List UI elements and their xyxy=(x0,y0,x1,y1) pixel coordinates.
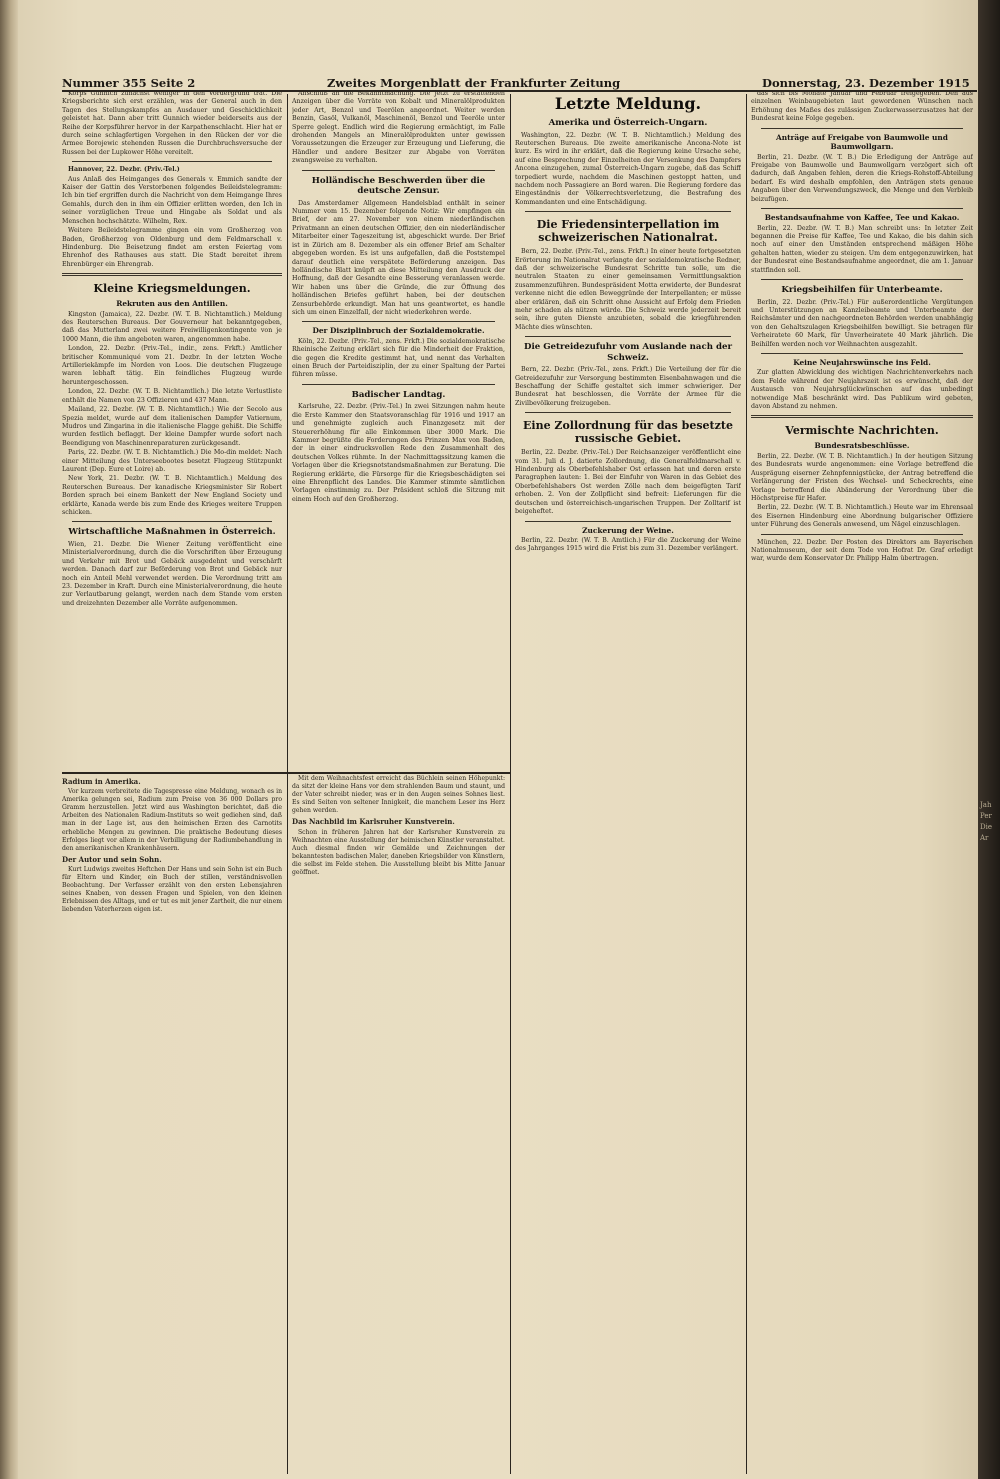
feuilleton-text: Mit dem Weihnachtsfest erreicht das Büchlein seinen Höhepunkt: da sitzt der kleine Hans vor dem strahlenden Baum und staunt, und der Vater schreibt nieder, was er in den Augen seines Sohnes liest. Es sind Seiten von seltener Innigkeit, die manchem Leser ins Herz gehen werden. xyxy=(292,775,505,815)
article-text: Aus Anlaß des Heimganges des Generals v. Emmich sandte der Kaiser der Gattin des Verstorbenen folgendes Beileidstelegramm: Ich bin tief ergriffen durch die Nachricht von dem Heimgange Ihres Gemahls, durch den in ihm ein Offizier erlitten worden, den Ich in seiner vorzüglichen Treue und Hingabe als Soldat und als Menschen hochschätzte. Wilhelm, Rex. xyxy=(62,175,282,225)
article-text: Karlsruhe, 22. Dezbr. (Priv.-Tel.) In zwei Sitzungen nahm heute die Erste Kammer den Staatsvoranschlag für 1916 und 1917 an und genehmigte zugleich auch Finanzgesetz mit der Steuererhöhung für alle Einkommen über 3000 Mark. Die Kammer begrüßte die Forderungen des Prinzen Max von Baden, der in einer eindrucksvollen Rede den Zusammenhalt des deutschen Volkes rühmte. In der Nachmittagssitzung kamen die Vorlagen über die Kriegsnotstandsmaßnahmen zur Beratung. Die Regierung erklärte, die Fürsorge für die Kriegsbeschädigten sei eine Ehrenpflicht des Landes. Die Kammer stimmte sämtlichen Vorlagen einstimmig zu. Der Präsident schloß die Sitzung mit einem Hoch auf den Großherzog. xyxy=(292,403,505,503)
feuilleton-text: Vor kurzem verbreitete die Tagespresse eine Meldung, wonach es in Amerika gelungen sei, Radium zum Preise von 36 000 Dollars pro Gramm herzustellen. Jetzt wird aus Washington berichtet, daß die Arbeiten des Nationalen Radium-Instituts so weit gediehen sind, daß man in der Lage ist, aus den heimischen Erzen des Carnotits erhebliche Mengen zu gewinnen. Die praktische Bedeutung dieses Erfolges liegt vor allem in der Verbilligung der Radiumbehandlung in den amerikanischen Krankenhäusern. xyxy=(62,788,282,852)
article-text: Berlin, 22. Dezbr. (Priv.-Tel.) Für außerordentliche Vergütungen und Unterstützungen an Kanzleibeamte und Unterbeamte der Reichsämter und den nachgeordneten Behörden werden unabhängig von den Gehaltszulagen Kriegsbeihilfen bewilligt. Sie betragen für Verheiratete 60 Mark, für Unverheiratete 40 Mark jährlich. Die Beihilfen werden noch vor Weihnachten ausgezahlt. xyxy=(751,298,973,348)
newspaper-title: Zweites Morgenblatt der Frankfurter Zeitung xyxy=(327,76,621,90)
column-4 xyxy=(751,90,973,1475)
feuilleton-rule xyxy=(62,772,510,774)
subheading: Keine Neujahrswünsche ins Feld. xyxy=(793,357,931,367)
subheading: Zuckerung der Weine. xyxy=(582,525,674,535)
article-text: Anschluß an die Bekanntmachung. Die jetzt zu erstattenden Anzeigen über die Vorräte von Kobalt und Mineralölprodukten jeder Art, Benzol und Teerölen angeordnet. Weiter werden Benzin, Gasöl, Vulkanöl, Maschinenöl, Benzol und Teeröle unter Sperre gelegt. Endlich wird die Regierung ermächtigt, im Falle drohenden Mangels an Mineralölprodukten unter gewissen Voraussetzungen die Erzeuger zur Erzeugung und Lieferung, die Händler und andere Besitzer zur Abgabe von Vorräten zwangsweise zu verhalten. xyxy=(292,90,505,165)
article-text: Kingston (Jamaica), 22. Dezbr. (W. T. B. Nichtamtlich.) Meldung des Reuterschen Bureaus. Der Gouverneur hat bekanntgegeben, daß das Mutterland zwei weitere Freiwilligenkontingente von je 1000 Mann, die ihm angeboten waren, angenommen habe. xyxy=(62,310,282,343)
feuilleton-heading: Der Autor und sein Sohn. xyxy=(62,854,162,864)
feuilleton-column-2 xyxy=(292,775,505,1475)
article-text: London, 22. Dezbr. (Priv.-Tel., indir., zens. Frkft.) Amtlicher britischer Kommuniqué vom 21. Dezbr. In der letzten Woche Artilleriekämpfe im Norden von Loos. Die deutschen Flugzeuge waren lebhaft tätig. Ein feindliches Flugzeug wurde heruntergeschossen. xyxy=(62,345,282,386)
subheading: Kriegsbeihilfen für Unterbeamte. xyxy=(781,285,943,295)
column-1 xyxy=(62,90,282,770)
article-text: Das Amsterdamer Allgemeen Handelsblad enthält in seiner Nummer vom 15. Dezember folgende Notiz: Wir empfingen ein Brief, der am 27. November von einem niederländischen Privatmann an einen deutschen Offizier, den ein niederländischer Mitarbeiter einer Tageszeitung ist, abgeschickt wurde. Der Brief ist in Zürich am 8. Dezember als ein offener Brief am Schalter abgegeben worden. Es ist uns aufgefallen, daß die Poststempel darauf deutlich eine verspätete Beförderung anzeigen. Das holländische Blatt knüpft an diese Mitteilung den Ausdruck der Hoffnung, daß der Gesandte eine Besserung veranlassen werde. Wir haben uns über die Gründe, die zur Öffnung des holländischen Briefes geführt haben, bei der deutschen Zensurbehörde erkundigt. Man hat uns geantwortet, es handle sich um einen Einzelfall, der nicht wiederkehren werde. xyxy=(292,199,505,316)
article-text: Berlin, 22. Dezbr. (Priv.-Tel.) Der Reichsanzeiger veröffentlicht eine vom 31. Juli d. J. datierte Zollordnung, die Generalfeldmarschall v. Hindenburg als Oberbefehlshaber Ost erlassen hat und deren erste Paragraphen lauten: 1. Bei der Einfuhr von Waren in das Gebiet des Oberbefehlshabers Ost werden Zölle nach dem beigefügten Tarif erhoben. 2. Von der Zollpflicht sind befreit: Lieferungen für die deutschen und österreichisch-ungarischen Truppen. Der Zolltarif ist beigeheftet. xyxy=(515,449,741,516)
column-2 xyxy=(292,90,505,770)
section-heading: Die Friedensinterpellation im schweizerischen Nationalrat. xyxy=(536,218,720,245)
subheading: Wirtschaftliche Maßnahmen in Österreich. xyxy=(68,527,276,538)
article-text: Paris, 22. Dezbr. (W. T. B. Nichtamtlich.) Die Mo-din meldet: Nach einer Mitteilung des Unterseebootes besetzt Flugzeug Stützpunkt Laurent (Dep. Eure et Loire) ab. xyxy=(62,449,282,473)
dateline: Hannover, 22. Dezbr. (Priv.-Tel.) xyxy=(68,166,180,174)
article-text: Berlin, 21. Dezbr. (W. T. B.) Die Erledigung der Anträge auf Freigabe von Baumwolle und Baumwollgarn verzögert sich oft dadurch, daß Angaben fehlen, deren die Kriegs-Rohstoff-Abteilung bedarf. Es wird deshalb empfohlen, den Anträgen stets genaue Angaben über den Verwendungszweck, die Menge und den Verbleib beizufügen. xyxy=(751,153,973,203)
column-3 xyxy=(515,90,741,1475)
subheading: Rekruten aus den Antillen. xyxy=(116,299,228,309)
feuilleton-text: Schon in früheren Jahren hat der Karlsruher Kunstverein zu Weihnachten eine Ausstellung der heimischen Künstler veranstaltet. Auch diesmal finden wir Gemälde und Zeichnungen der bekanntesten badischen Maler, daneben Kriegsbilder von Künstlern, die selbst im Felde stehen. Die Ausstellung bleibt bis Mitte Januar geöffnet. xyxy=(292,828,505,877)
subheading: Bestandsaufnahme von Kaffee, Tee und Kakao. xyxy=(764,213,960,223)
article-text: Weitere Beileidstelegramme gingen ein vom Großherzog von Baden, Großherzog von Oldenburg und dem Feldmarschall v. Hindenburg. Die Beisetzung findet am ersten Feiertag vom Ehrenhof des Rathauses aus statt. Die Stadt bereitet ihrem Ehrenbürger ein Ehrengrab. xyxy=(62,227,282,268)
section-heading: Vermischte Nachrichten. xyxy=(785,424,939,438)
article-text: Wien, 21. Dezbr. Die Wiener Zeitung veröffentlicht eine Ministerialverordnung, durch die die Vorschriften über Erzeugung und Verkehr mit Brot und Gebäck ausgedehnt und verschärft werden. Danach darf zur Beförderung von Brot und Gebäck nur noch ein Anteil Mehl verwendet werden. Die Verordnung tritt am 23. Dezember in Kraft. Durch eine Ministerialverordnung, die heute zur Verlautbarung gelangt, werden nach dem Stande vom ersten und dreizehnten Dezember alle Vorräte aufgenommen. xyxy=(62,540,282,607)
article-text: Zur glatten Abwicklung des wichtigen Nachrichtenverkehrs nach dem Felde während der Neujahrszeit ist es erwünscht, daß der Austausch von Neujahrsglückwünschen auf das unbedingt notwendige Maß beschränkt wird. Das Publikum wird gebeten, davon Abstand zu nehmen. xyxy=(751,369,973,411)
subheading: Bundesratsbeschlüsse. xyxy=(814,441,910,451)
page-number: Nummer 355 Seite 2 xyxy=(62,76,196,90)
feuilleton-heading: Das Nachbild im Karlsruher Kunstverein. xyxy=(292,817,455,827)
feuilleton-text: Kurt Ludwigs zweites Heftchen Der Hans und sein Sohn ist ein Buch für Eltern und Kinder, ein Buch der stillen, verständnisvollen Beobachtung. Der Verfasser erzählt von den ersten Lebensjahren seines Knaben, von dessen Fragen und Spielen, von den kleinen Erlebnissen des Alltags, und er tut es mit jener Zartheit, die nur einem liebenden Vaterherzen eigen ist. xyxy=(62,865,282,914)
column-rule xyxy=(510,94,511,1474)
page-binding xyxy=(0,0,18,1479)
article-text: New York, 21. Dezbr. (W. T. B. Nichtamtlich.) Meldung des Reuterschen Bureaus. Der kanadische Kriegsminister Sir Robert Borden sprach bei einem Bankett der New England Society und erklärte, Kanada werde bis zum Ende des Krieges weitere Truppen schicken. xyxy=(62,475,282,516)
article-text: Bern, 22. Dezbr. (Priv.-Tel., zens. Frkft.) In einer heute fortgesetzten Erörterung im Nationalrat verlangte der sozialdemokratische Redner, daß der schweizerische Bundesrat Schritte tun solle, um die neutralen Staaten zu einer gemeinsamen Vermittlungsaktion zusammenzuführen. Bundespräsident Motta erwiderte, der Bundesrat verkenne nicht die edlen Beweggründe der Interpellanten; er müsse aber erklären, daß ein Schritt ohne Aussicht auf Erfolg dem Frieden mehr schaden als nützen würde. Die Schweiz werde jederzeit bereit sein, ihre guten Dienste anzubieten, sobald die kriegführenden Mächte dies wünschten. xyxy=(515,248,741,331)
article-text: Berlin, 22. Dezbr. (W. T. B. Nichtamtlich.) Heute war im Ehrensaal des Eisernen Hindenburg eine Abordnung bulgarischer Offiziere unter Führung des Generals anwesend, um Nägel einzuschlagen. xyxy=(751,504,973,529)
article-text: Köln, 22. Dezbr. (Priv.-Tel., zens. Frkft.) Die sozialdemokratische Rheinische Zeitung erklärt sich für die Minderheit der Fraktion, die gegen die Kredite gestimmt hat, und nennt das Verhalten einen Bruch der Parteidisziplin, der zu einer Spaltung der Partei führen müsse. xyxy=(292,337,505,379)
feuilleton-column-1 xyxy=(62,775,282,1475)
feuilleton-heading: Radium in Amerika. xyxy=(62,777,141,786)
article-text: Mailand, 22. Dezbr. (W. T. B. Nichtamtlich.) Wie der Secolo aus Spezia meldet, wurde auf dem italienischen Dampfer Vatiernum, Mudros und Zingarina in die italienische Flagge gehißt. Die Schiffe wurden festlich beflaggt. Der kleine Dampfer wurde sofort nach Beendigung von Maschinenreparaturen zurückgesandt. xyxy=(62,406,282,447)
section-heading: Badischer Landtag. xyxy=(351,389,446,400)
section-heading: Holländische Beschwerden über die deutsche Zensur. xyxy=(311,175,486,197)
article-text: Washington, 22. Dezbr. (W. T. B. Nichtamtlich.) Meldung des Reuterschen Bureaus. Die zweite amerikanische Ancona-Note ist kurz. Es wird in ihr erklärt, daß die Regierung keine Ursache sehe, auf eine Besprechung der Einzelheiten der Versenkung des Dampfers Ancona einzugehen, zumal Österreich-Ungarn zugebe, daß das Schiff torpediert wurde, nachdem die Maschinen gestoppt hatten, und nachdem noch Passagiere an Bord waren. Die Regierung fordere das Eingeständnis der Völkerrechtsverletzung, die Bestrafung des Kommandanten und eine Entschädigung. xyxy=(515,131,741,206)
article-text: Berlin, 22. Dezbr. (W. T. B.) Man schreibt uns: In letzter Zeit begannen die Preise für Kaffee, Tee und Kakao, die bis dahin sich noch auf einer den Umständen entsprechend mäßigen Höhe gehalten hatten, wieder zu steigen. Um dem entgegenzuwirken, hat der Bundesrat eine Bestandsaufnahme angeordnet, die am 1. Januar stattfinden soll. xyxy=(751,224,973,274)
article-text: das sich bis Monate Januar und Februar freigegeben. Den aus einzelnen Weinbaugebieten laut gewordenen Wünschen nach Erhöhung des Maßes des zulässigen Zuckerwasserzusatzes hat der Bundesrat keine Folge gegeben. xyxy=(751,90,973,123)
section-title: Letzte Meldung. xyxy=(554,94,702,113)
edge-text: Jah Per Die Ar xyxy=(980,801,992,842)
column-rule xyxy=(287,94,288,1474)
article-text: Berlin, 22. Dezbr. (W. T. B. Amtlich.) Für die Zuckerung der Weine des Jahrganges 1915 wird die Frist bis zum 31. Dezember verlängert. xyxy=(515,537,741,553)
subheading: Amerika und Österreich-Ungarn. xyxy=(548,118,708,128)
adjacent-page-edge xyxy=(978,0,1000,1479)
subheading: Die Getreidezufuhr vom Auslande nach der Schweiz. xyxy=(524,342,732,363)
subheading: Der Disziplinbruch der Sozialdemokratie. xyxy=(312,326,485,336)
article-text: München, 22. Dezbr. Der Posten des Direktors am Bayerischen Nationalmuseum, der seit dem Tode von Hofrat Dr. Graf erledigt war, wurde dem Konservator Dr. Philipp Halm übertragen. xyxy=(751,538,973,563)
column-rule xyxy=(746,94,747,1474)
article-text: Bern, 22. Dezbr. (Priv.-Tel., zens. Frkft.) Die Verteilung der für die Getreidezufuhr zur Versorgung bestimmten Eisenbahnwagen und die Beschaffung der Schiffe gestaltet sich immer schwieriger. Der Bundesrat hat beschlossen, die Vorräte der Armee für die Zivilbevölkerung freizugeben. xyxy=(515,366,741,407)
subheading: Anträge auf Freigabe von Baumwolle und Baumwollgarn. xyxy=(776,132,948,152)
page-date: Donnerstag, 23. Dezember 1915 xyxy=(762,76,970,90)
article-text: Berlin, 22. Dezbr. (W. T. B. Nichtamtlich.) In der heutigen Sitzung des Bundesrats wurde angenommen: eine Vorlage betreffend die Ausprägung eiserner Zehnpfennigstücke, der Antrag betreffend die Verlängerung der Fristen des Wechsel- und Scheckrechts, eine Vorlage betreffend die Abänderung der Verordnung über die Höchstpreise für Hafer. xyxy=(751,452,973,502)
section-heading: Kleine Kriegsmeldungen. xyxy=(93,282,251,296)
article-text: London, 22. Dezbr. (W. T. B. Nichtamtlich.) Die letzte Verlustliste enthält die Namen von 23 Offizieren und 437 Mann. xyxy=(62,388,282,404)
article-text: Korps Gunnich zunächst weniger in den Vordergrund trat. Die Kriegsberichte sich erst erzählen, was der General auch in den Tagen des Stellungskampfes an Ausdauer und Geschicklichkeit geleistet hat. Dann aber tritt Gunnich wieder beiderseits aus der Reihe der Korpsführer hervor in der Karpathenschlacht. Hier hat er durch seine schlagfertigen Vorgehen in den Rücken der vor die Armee Borojewic stehenden Russen die Durchbruchsversuche der Russen bei der Lupkower Höhe vereitelt. xyxy=(62,90,282,156)
section-heading: Eine Zollordnung für das besetzte russische Gebiet. xyxy=(523,419,733,446)
